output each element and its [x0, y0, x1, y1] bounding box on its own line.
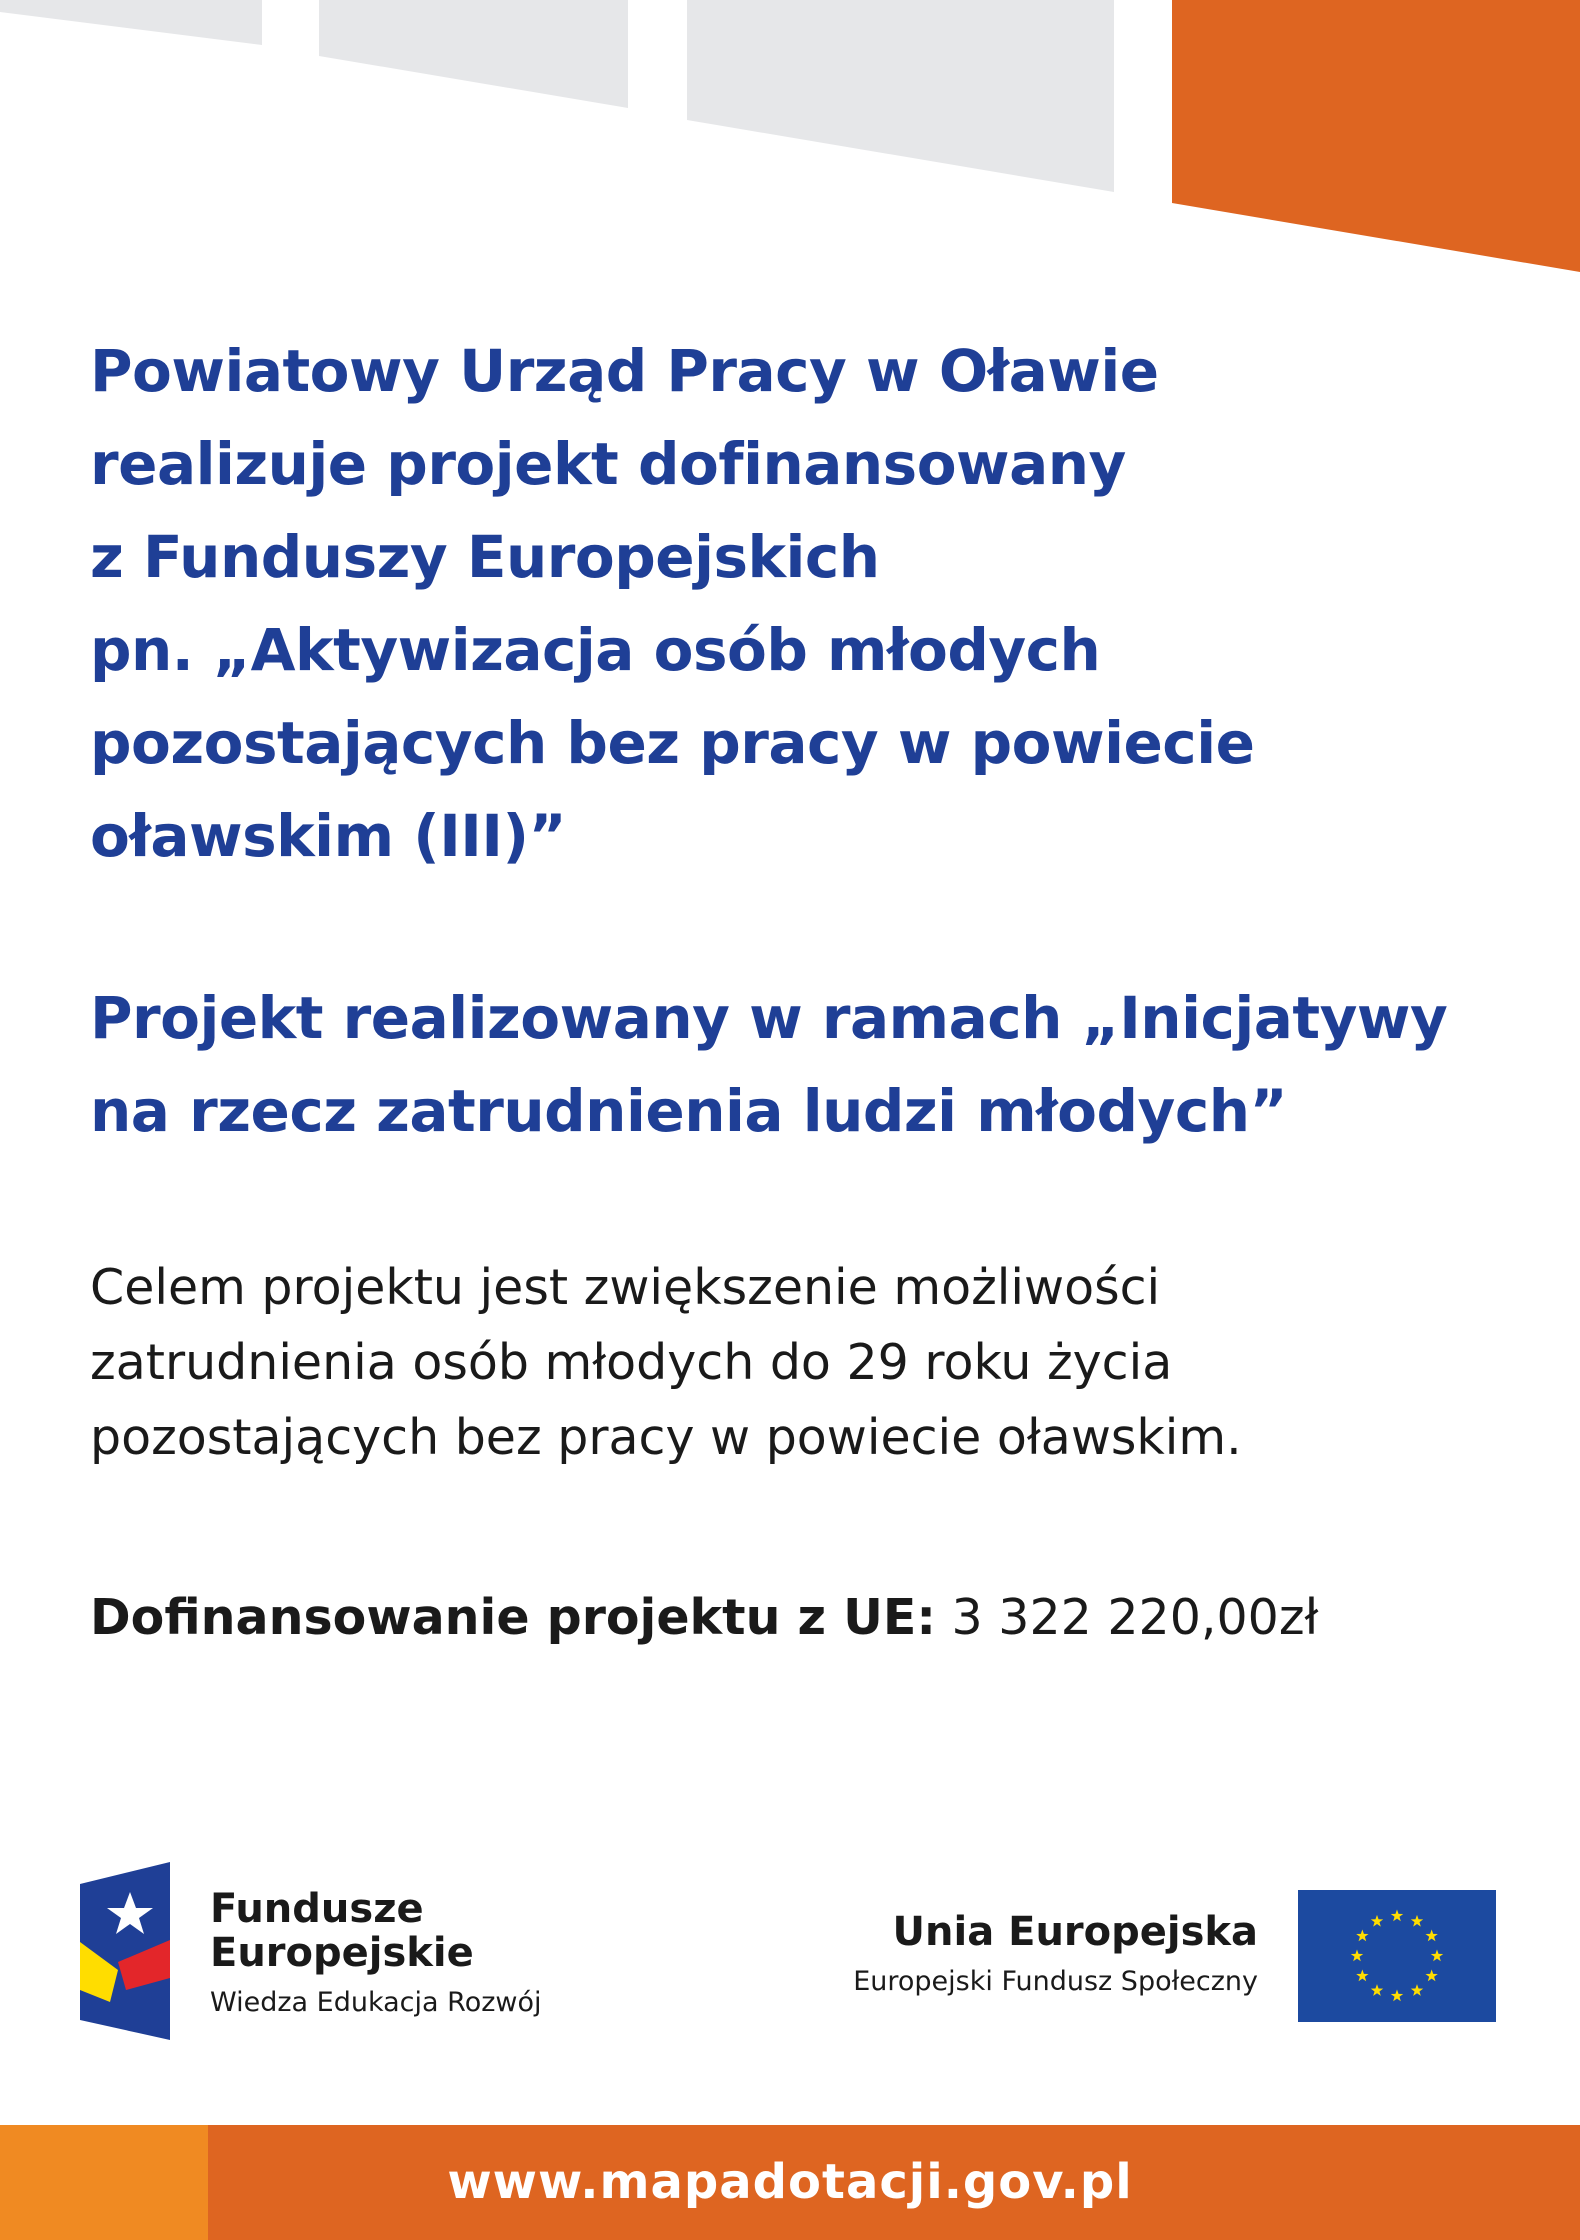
subheadline-line: na rzecz zatrudnienia ludzi młodych” — [90, 1077, 1288, 1145]
grey-shape-1 — [0, 0, 262, 45]
project-description — [90, 1250, 1490, 1475]
fundusze-europejskie-text — [210, 1887, 542, 2023]
headline-line: oławskim (III)” — [90, 802, 567, 870]
ue-tagline: Europejski Fundusz Społeczny — [853, 1966, 1258, 1997]
description-line: pozostających bez pracy w powiecie oławskim. — [90, 1409, 1242, 1466]
top-decoration — [0, 0, 1580, 280]
eu-flag-icon — [1298, 1890, 1496, 2022]
funding-amount: 3 322 220,00zł — [951, 1589, 1319, 1646]
fe-name-line: Fundusze — [210, 1886, 424, 1932]
footer-url-link[interactable]: www.mapadotacji.gov.pl — [447, 2154, 1133, 2210]
description-line: Celem projektu jest zwiększenie możliwości — [90, 1259, 1161, 1316]
orange-shape — [1172, 0, 1580, 272]
headline-line: Powiatowy Urząd Pracy w Oławie — [90, 337, 1159, 405]
headline-line: realizuje projekt dofinansowany — [90, 430, 1126, 498]
unia-europejska-text — [853, 1908, 1258, 2002]
footer-bar — [0, 2125, 1580, 2240]
ue-name: Unia Europejska — [892, 1909, 1258, 1955]
headline-line: pn. „Aktywizacja osób młodych — [90, 616, 1101, 684]
headline — [90, 325, 1530, 883]
description-line: zatrudnienia osób młodych do 29 roku życia — [90, 1334, 1173, 1391]
fe-name-line: Europejskie — [210, 1930, 474, 1976]
funding-label: Dofinansowanie projektu z UE: — [90, 1589, 936, 1646]
grey-shape-3 — [687, 0, 1114, 192]
headline-line: z Funduszy Europejskich — [90, 523, 880, 591]
fe-tagline: Wiedza Edukacja Rozwój — [210, 1987, 542, 2018]
subheadline-line: Projekt realizowany w ramach „Inicjatywy — [90, 984, 1448, 1052]
grey-shape-2 — [319, 0, 628, 108]
fundusze-europejskie-logo — [80, 1862, 170, 2040]
headline-line: pozostających bez pracy w powiecie — [90, 709, 1255, 777]
funding-line — [90, 1585, 1318, 1650]
subheadline — [90, 972, 1550, 1158]
